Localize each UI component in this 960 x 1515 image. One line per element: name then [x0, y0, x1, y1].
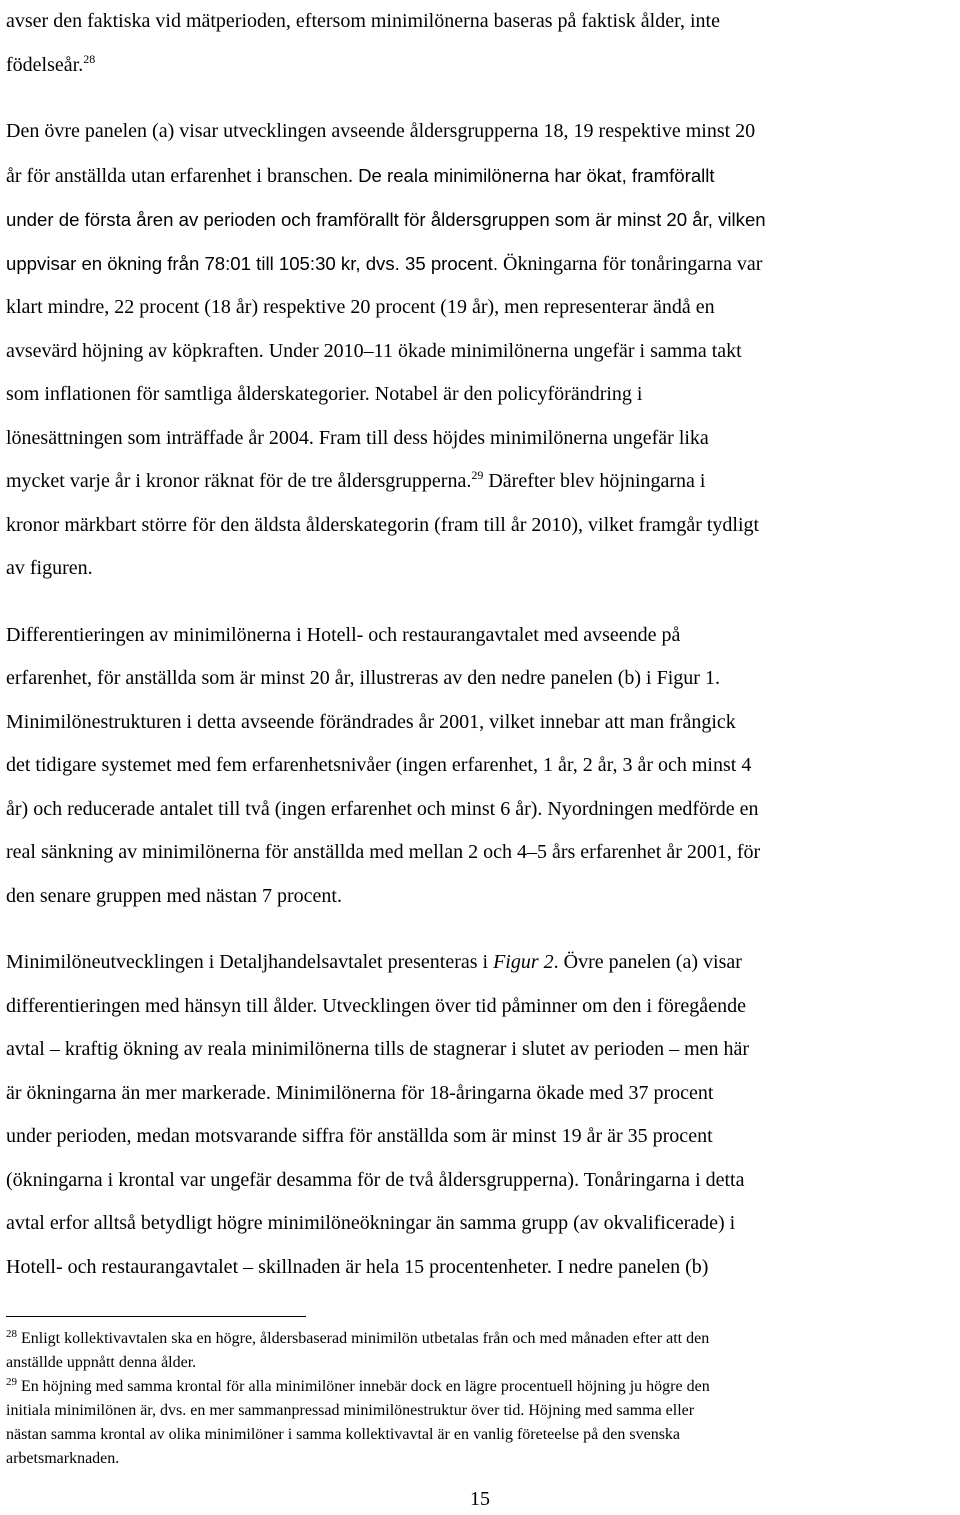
paragraph-hotel-experience-panel — [6, 614, 954, 919]
text-line — [6, 242, 954, 287]
text-line — [6, 44, 954, 88]
text-line: kronor märkbart större för den äldsta ålderskategorin (fram till år 2010), vilket framgår tydligt — [6, 513, 760, 536]
text-line: avser den faktiska vid mätperioden, eftersom minimilönerna baseras på faktisk ålder, inte — [6, 10, 720, 32]
text-span-sans: De reala minimilönerna har ökat, framförallt — [358, 164, 715, 186]
paragraph-continuation — [6, 0, 954, 87]
text-span: Fram till dess höjdes minimilönerna ungefär lika — [318, 426, 709, 449]
text-span: Därefter blev höjningarna i — [488, 470, 706, 492]
text-line — [6, 941, 954, 985]
text-line: erfarenhet, för anställda som är minst 20 år, illustreras av den nedre panelen (b) i Figur 1. — [6, 667, 720, 689]
text-line: Hotell- och restaurangavtalet – skillnaden är hela 15 procentenheter. I nedre panelen (b) — [6, 1255, 709, 1278]
text-line: Den övre panelen (a) visar utvecklingen avseende åldersgrupperna 18, 19 respektive minst 20 — [6, 120, 756, 142]
footnote-28 — [6, 1327, 954, 1375]
text-line: är ökningarna än mer markerade. Minimilönerna för 18-åringarna ökade med 37 procent — [6, 1081, 714, 1104]
paragraph-retail-agreement — [6, 941, 954, 1289]
text-line: den senare gruppen med nästan 7 procent. — [6, 884, 342, 907]
text-line — [6, 417, 954, 461]
footnote-line: initiala minimilönen är, dvs. en mer sammanpressad minimilönestruktur över tid. Höjning med samma eller — [6, 1402, 695, 1419]
text-line: år) och reducerade antalet till två (ingen erfarenhet och minst 6 år). Nyordningen medförde en — [6, 797, 759, 820]
text-span: avsevärd höjning av köpkraften. — [6, 339, 264, 362]
footnote-ref-28[interactable]: 28 — [83, 51, 96, 66]
footnote-line: nästan samma krontal av olika minimilöner i samma kollektivavtal är en vanlig företeelse på den svenska — [6, 1426, 681, 1443]
footnote-number: 29 — [6, 1376, 17, 1388]
text-span: Under 2010–11 ökade minimilönerna ungefär i samma takt — [268, 339, 742, 362]
paragraph-hotel-age-panel — [6, 110, 954, 591]
footnotes — [6, 1327, 954, 1471]
footnote-line: anställde uppnått denna ålder. — [6, 1354, 197, 1371]
text-line: Differentieringen av minimilönerna i Hotell- och restaurangavtalet med avseende på — [6, 623, 681, 646]
text-line: avtal erfor alltså betydligt högre minimilöneökningar än samma grupp (av okvalificerade) i — [6, 1212, 736, 1234]
text-span: år för anställda utan erfarenhet i branschen. — [6, 164, 354, 187]
text-line: Minimilönestrukturen i detta avseende förändrades år 2001, vilket innebar att man frångick — [6, 710, 736, 733]
footnote-line — [6, 1327, 954, 1351]
document-page — [6, 0, 954, 1289]
text-span: som inflationen för samtliga ålderskategorier. — [6, 383, 370, 405]
text-line: avtal – kraftig ökning av reala minimilönerna tills de stagnerar i slutet av perioden – men här — [6, 1038, 750, 1060]
text-span-sans: uppvisar en ökning från 78:01 till 105:30 kr, dvs. 35 procent. — [6, 252, 499, 274]
footnote-separator — [6, 1316, 306, 1317]
text-span: lönesättningen som inträffade år 2004. — [6, 426, 314, 449]
figure-reference: Figur 2 — [493, 951, 554, 973]
text-line: under de första åren av perioden och framförallt för åldersgruppen som är minst 20 år, vilken — [6, 209, 766, 230]
footnote-ref-29[interactable]: 29 — [471, 468, 484, 482]
text-line: differentieringen med hänsyn till ålder. Utvecklingen över tid påminner om den i föregående — [6, 994, 746, 1017]
text-line — [6, 460, 954, 504]
text-line — [6, 154, 954, 199]
text-line — [6, 330, 954, 374]
text-span: Ökningarna för tonåringarna var — [503, 252, 763, 275]
page-number: 15 — [470, 1488, 490, 1510]
text-span: Minimilöneutvecklingen i Detaljhandelsavtalet presenteras i — [6, 951, 489, 973]
paragraph-gap — [6, 87, 954, 110]
text-span: En höjning med samma krontal för alla minimilöner innebär dock en lägre procentuell höjning ju högre den — [21, 1378, 710, 1395]
text-span: födelseår. — [6, 53, 84, 76]
footnote-line — [6, 1375, 954, 1399]
footnote-number: 28 — [6, 1328, 17, 1340]
text-line: real sänkning av minimilönerna för anställda med mellan 2 och 4–5 års erfarenhet år 2001, för — [6, 841, 761, 863]
text-span: mycket varje år i kronor räknat för de tre åldersgrupperna. — [6, 470, 472, 492]
text-line: av figuren. — [6, 557, 93, 579]
text-span: Notabel är den policyförändring i — [374, 383, 643, 405]
text-line: det tidigare systemet med fem erfarenhetsnivåer (ingen erfarenhet, 1 år, 2 år, 3 år och minst 4 — [6, 754, 752, 776]
text-span: . Övre panelen (a) visar — [553, 951, 742, 973]
paragraph-gap — [6, 918, 954, 941]
footnote-line: arbetsmarknaden. — [6, 1450, 120, 1467]
text-line: klart mindre, 22 procent (18 år) respektive 20 procent (19 år), men representerar ändå en — [6, 296, 715, 318]
text-line — [6, 373, 954, 417]
footnote-29 — [6, 1375, 954, 1471]
text-line: (ökningarna i krontal var ungefär desamma för de två åldersgrupperna). Tonåringarna i detta — [6, 1168, 745, 1191]
paragraph-gap — [6, 591, 954, 614]
text-line: under perioden, medan motsvarande siffra för anställda som är minst 19 år är 35 procent — [6, 1125, 713, 1147]
text-span: Enligt kollektivavtalen ska en högre, åldersbaserad minimilön utbetalas från och med månaden efter att den — [21, 1330, 710, 1347]
